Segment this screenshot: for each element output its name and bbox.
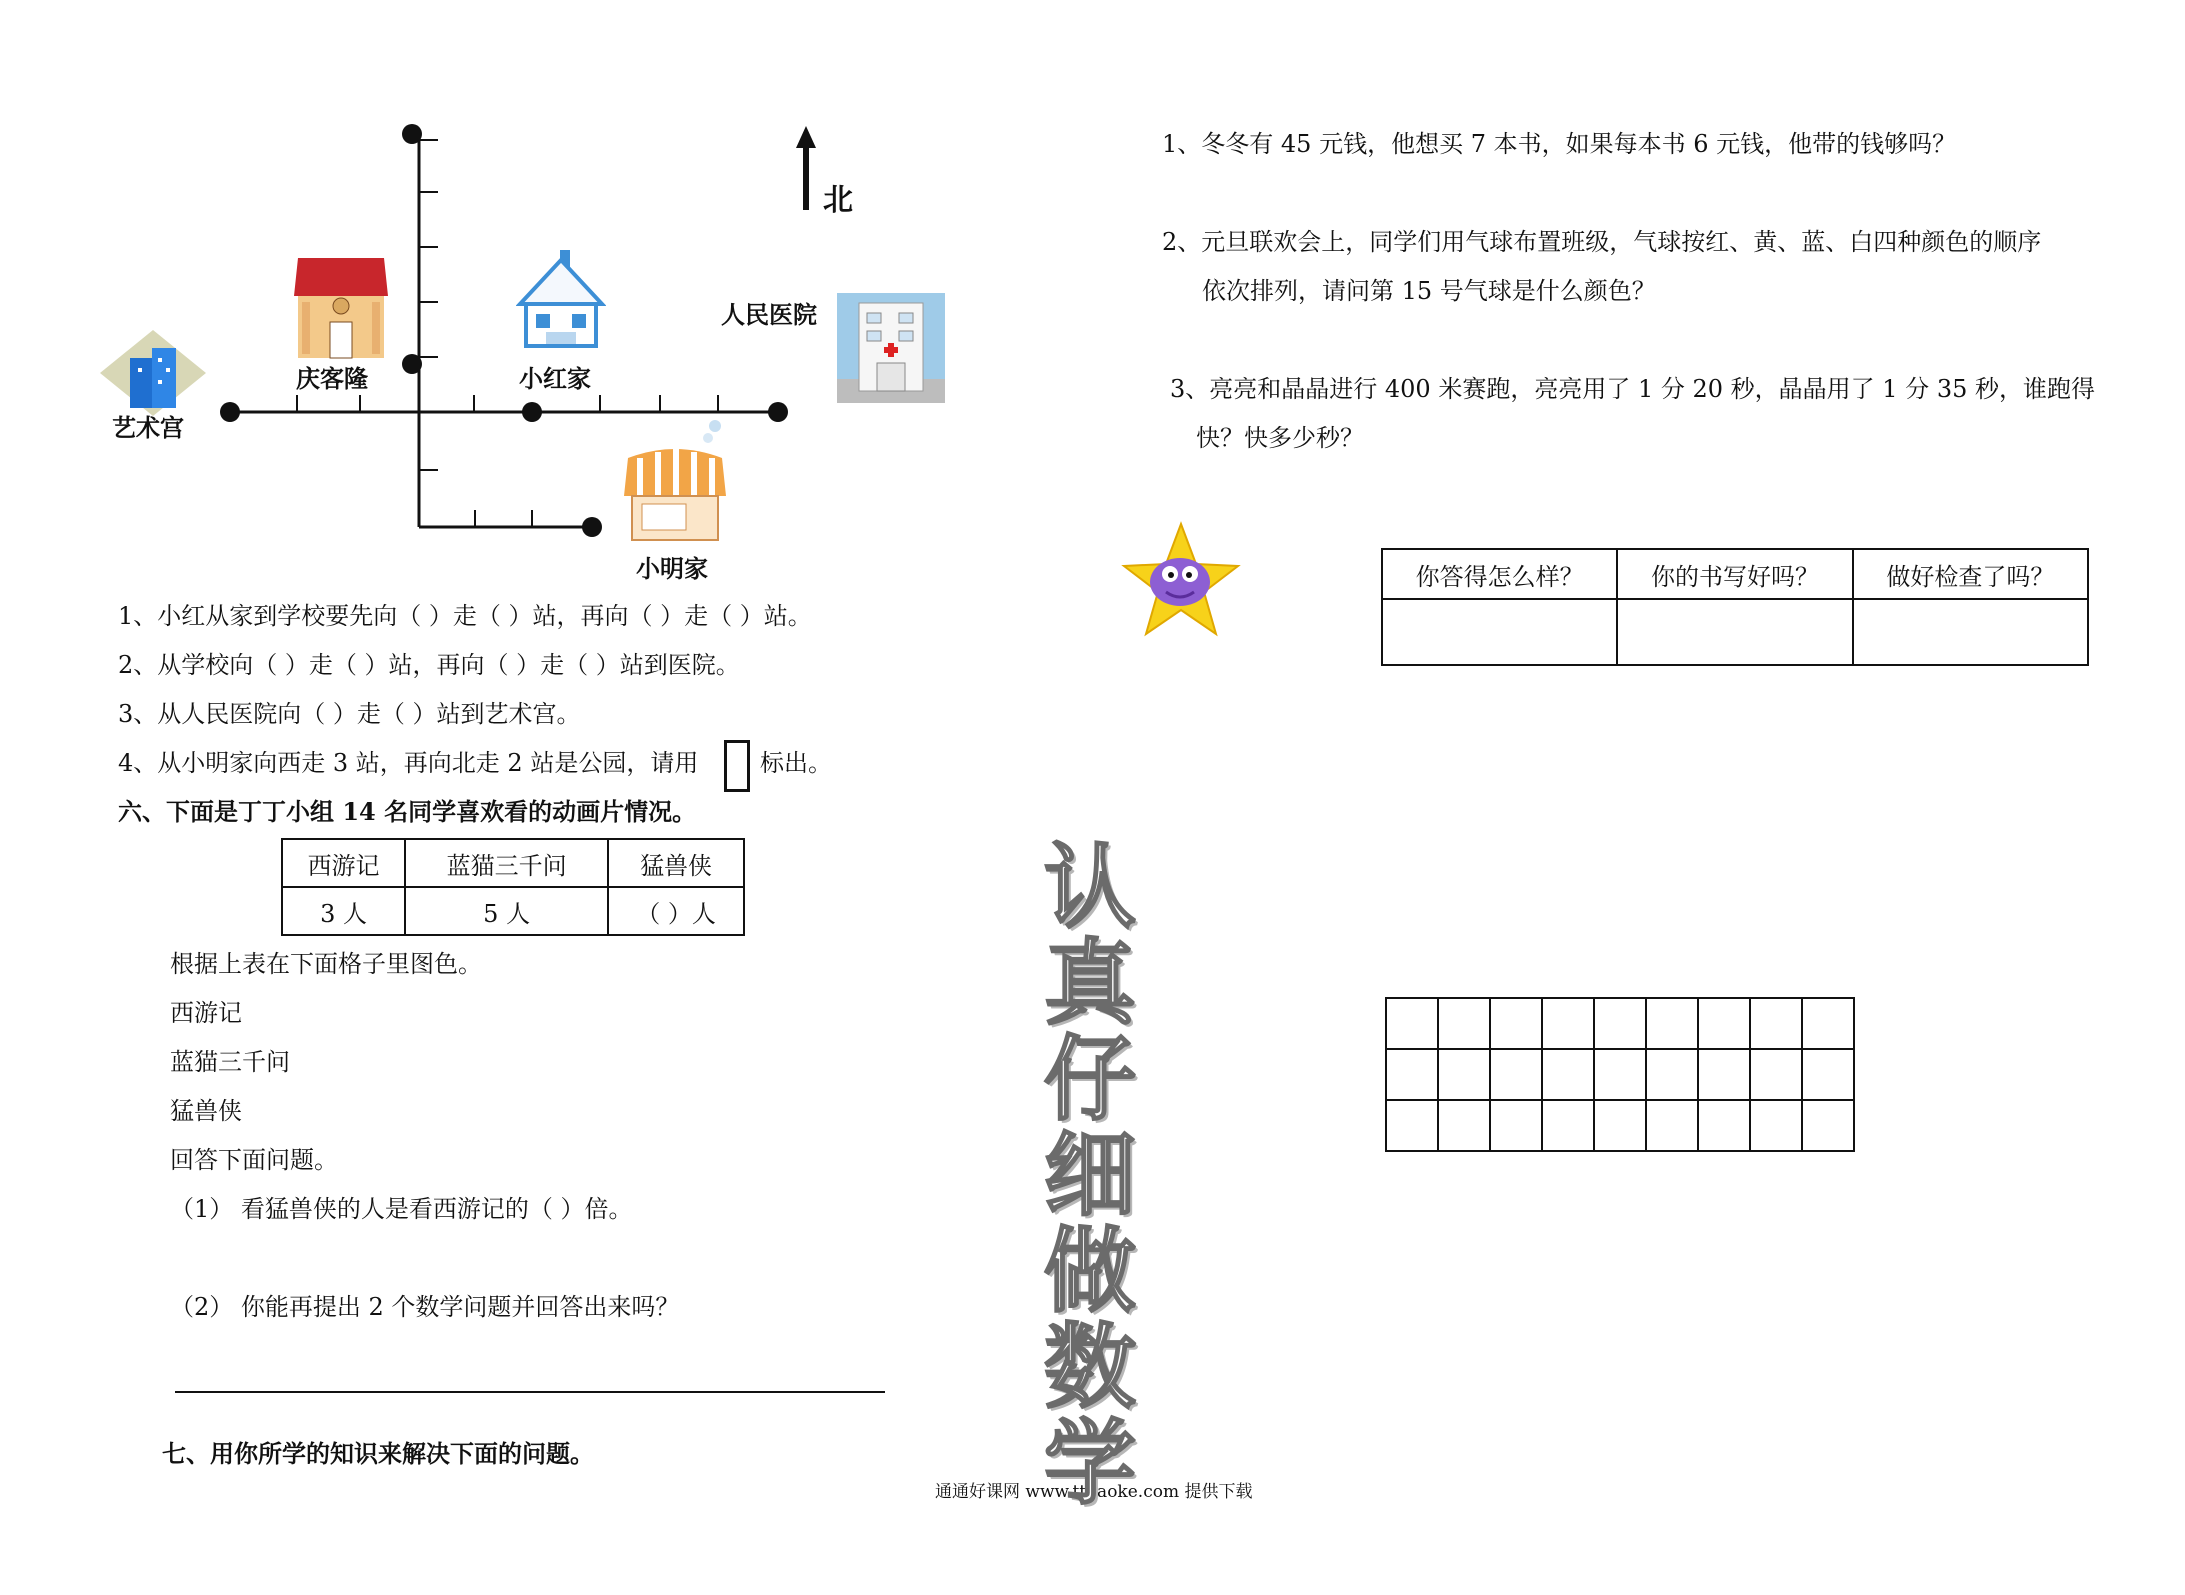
grid-cell[interactable] bbox=[1438, 1049, 1490, 1100]
grid-cell[interactable] bbox=[1802, 1049, 1854, 1100]
grid-cell[interactable] bbox=[1698, 1049, 1750, 1100]
problem-3-cont: 快？快多少秒？ bbox=[1196, 424, 1364, 452]
row-label-mengshouxia: 猛兽侠 bbox=[170, 1097, 242, 1125]
self-check-cell bbox=[1853, 599, 2088, 665]
grid-cell[interactable] bbox=[1594, 1100, 1646, 1151]
art-palace-icon bbox=[98, 328, 208, 418]
xiaoming-home-label: 小明家 bbox=[636, 554, 708, 583]
map-question-3: 3、从人民医院向（ ）走（ ）站到艺术宫。 bbox=[118, 700, 581, 728]
slogan-char: 仔 bbox=[1043, 1026, 1136, 1133]
table-header: 西游记 bbox=[282, 839, 405, 887]
slogan-char: 真 bbox=[1043, 930, 1136, 1037]
north-label: 北 bbox=[823, 183, 853, 218]
grid-cell[interactable] bbox=[1490, 1049, 1542, 1100]
answer-prompt: 回答下面问题。 bbox=[170, 1146, 338, 1174]
cartoon-table bbox=[281, 838, 745, 936]
grid-cell[interactable] bbox=[1750, 1100, 1802, 1151]
grid-cell[interactable] bbox=[1646, 998, 1698, 1049]
art-palace-label: 艺术宫 bbox=[112, 413, 184, 442]
xiaohong-home-label: 小红家 bbox=[519, 364, 591, 393]
row-label-xiyouji: 西游记 bbox=[170, 999, 242, 1027]
grid-cell[interactable] bbox=[1594, 998, 1646, 1049]
problem-1: 1、冬冬有 45 元钱，他想买 7 本书，如果每本书 6 元钱，他带的钱够吗？ bbox=[1162, 130, 1957, 158]
table-header: 蓝猫三千问 bbox=[405, 839, 608, 887]
slogan-char: 做 bbox=[1043, 1218, 1136, 1325]
grid-cell[interactable] bbox=[1802, 1100, 1854, 1151]
star-mascot-icon bbox=[1120, 520, 1242, 640]
qingkelong-label: 庆客隆 bbox=[296, 364, 368, 393]
table-header: 猛兽侠 bbox=[608, 839, 744, 887]
shop-icon bbox=[620, 418, 730, 544]
section6-title: 六、下面是丁丁小组 14 名同学喜欢看的动画片情况。 bbox=[118, 797, 697, 826]
self-check-header: 你的书写好吗？ bbox=[1617, 549, 1852, 599]
vertical-slogan bbox=[1040, 834, 1140, 1517]
grid-cell[interactable] bbox=[1542, 998, 1594, 1049]
self-check-table bbox=[1381, 548, 2089, 666]
table-cell: 3 人 bbox=[282, 887, 405, 935]
coloring-instruction: 根据上表在下面格子里图色。 bbox=[170, 950, 482, 978]
grid-cell[interactable] bbox=[1438, 1100, 1490, 1151]
grid-cell[interactable] bbox=[1542, 1049, 1594, 1100]
map-question-4: 4、从小明家向西走 3 站，再向北走 2 站是公园，请用 bbox=[118, 749, 699, 777]
grid-cell[interactable] bbox=[1438, 998, 1490, 1049]
problem-2: 2、元旦联欢会上，同学们用气球布置班级，气球按红、黄、蓝、白四种颜色的顺序 bbox=[1162, 228, 2042, 256]
map-question-4-tail: 标出。 bbox=[760, 749, 832, 777]
grid-cell[interactable] bbox=[1750, 1049, 1802, 1100]
grid-cell[interactable] bbox=[1646, 1049, 1698, 1100]
slogan-char: 数 bbox=[1043, 1314, 1136, 1421]
grid-cell[interactable] bbox=[1802, 998, 1854, 1049]
map-question-2: 2、从学校向（ ）走（ ）站，再向（ ）走（ ）站到医院。 bbox=[118, 651, 740, 679]
slogan-char: 认 bbox=[1043, 834, 1136, 941]
supermarket-icon bbox=[290, 252, 392, 362]
table-cell: （ ）人 bbox=[608, 887, 744, 935]
self-check-header: 做好检查了吗？ bbox=[1853, 549, 2088, 599]
grid-cell[interactable] bbox=[1698, 998, 1750, 1049]
grid-cell[interactable] bbox=[1646, 1100, 1698, 1151]
grid-cell[interactable] bbox=[1386, 1100, 1438, 1151]
coloring-grid bbox=[1385, 997, 1855, 1152]
map-question-1: 1、小红从家到学校要先向（ ）走（ ）站，再向（ ）走（ ）站。 bbox=[118, 602, 812, 630]
question-1: （1） 看猛兽侠的人是看西游记的（ ）倍。 bbox=[170, 1195, 633, 1223]
problem-2-cont: 依次排列，请问第 15 号气球是什么颜色？ bbox=[1202, 277, 1656, 305]
grid-cell[interactable] bbox=[1490, 998, 1542, 1049]
grid-cell[interactable] bbox=[1490, 1100, 1542, 1151]
self-check-cell bbox=[1382, 599, 1617, 665]
grid-cell[interactable] bbox=[1750, 998, 1802, 1049]
grid-cell[interactable] bbox=[1386, 1049, 1438, 1100]
self-check-header: 你答得怎么样？ bbox=[1382, 549, 1617, 599]
self-check-cell bbox=[1617, 599, 1852, 665]
slogan-char: 学 bbox=[1043, 1410, 1136, 1517]
slogan-char: 细 bbox=[1043, 1122, 1136, 1229]
question-2: （2） 你能再提出 2 个数学问题并回答出来吗？ bbox=[170, 1293, 680, 1321]
hospital-label: 人民医院 bbox=[721, 300, 817, 329]
table-cell: 5 人 bbox=[405, 887, 608, 935]
grid-cell[interactable] bbox=[1542, 1100, 1594, 1151]
hospital-icon bbox=[837, 293, 945, 403]
problem-3: 3、亮亮和晶晶进行 400 米赛跑，亮亮用了 1 分 20 秒，晶晶用了 1 分 35 秒，谁跑得 bbox=[1170, 375, 2095, 403]
section7-title: 七、用你所学的知识来解决下面的问题。 bbox=[162, 1439, 594, 1468]
park-mark-box bbox=[724, 740, 750, 792]
grid-cell[interactable] bbox=[1594, 1049, 1646, 1100]
footer-text: 通通好课网 www.tthaoke.com 提供下载 bbox=[935, 1482, 1253, 1502]
grid-cell[interactable] bbox=[1698, 1100, 1750, 1151]
answer-line bbox=[175, 1391, 885, 1393]
grid-cell[interactable] bbox=[1386, 998, 1438, 1049]
house-icon bbox=[516, 246, 606, 350]
row-label-lanmao: 蓝猫三千问 bbox=[170, 1048, 290, 1076]
